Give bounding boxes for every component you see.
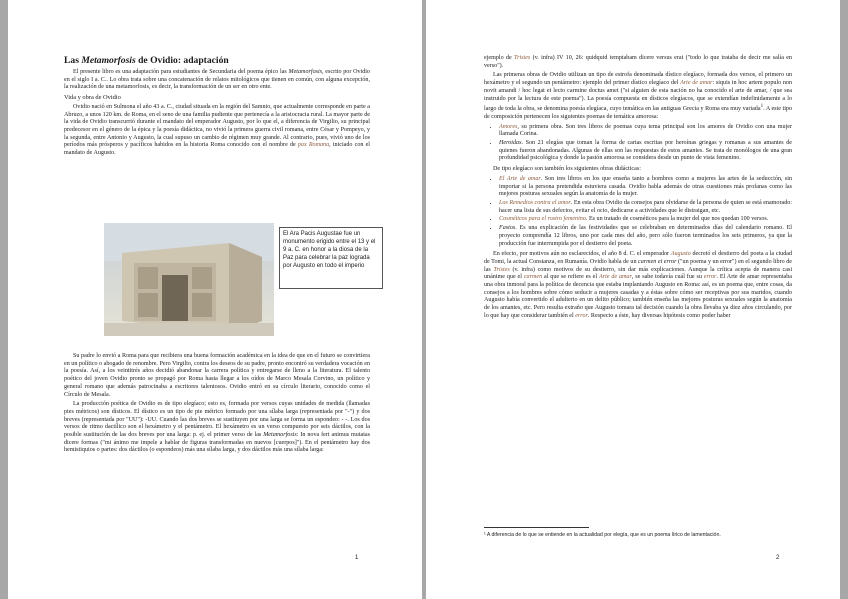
intro-paragraph: El presente libro es una adaptación para estudiantes de Secundaria del poema épico las Metamorfosis, escrito por Ovidio en el siglo I a. C.. Lo obra trata sobre una concatenación de relatos mitológicos que tienen en común, con alguna excepción, la realización de una metamorfosis, es decir, la transformación de un ser en otro ente. — [64, 69, 371, 91]
list-item: • Heroidas. Son 21 elegías que toman la forma de cartas escritas por heroínas griegas y romanas a sus amantes de quienes fueron abandonadas. Algunas de ellas son las respuestas de estos amantes. Se trata de monólogos de una gran profundidad psicológica y donde la pasión amorosa se considera desde un punto de vista femenino. — [499, 140, 792, 163]
elegiac-works-list — [484, 124, 792, 164]
list-item: • Cosméticos para el rostro femenino. Es un tratado de cosméticos para la mujer del que nos quedan 100 versos. — [499, 216, 792, 224]
arte-de-amar-link-2[interactable]: Arte de amar — [598, 274, 632, 281]
document-title: Las Metamorfosis de Ovidio: adaptación — [64, 55, 229, 66]
ara-pacis-photo — [104, 223, 274, 336]
continuation-paragraph: ejemplo de Tristes (v. infra) IV 10, 26: quidquid temptabam dicere versus erat ("todo lo que trataba de decir me salía en verso"). — [484, 55, 792, 69]
didactic-intro: De tipo elegíaco son también los siguientes obras didácticas: — [493, 166, 641, 173]
works-paragraph: Las primeras obras de Ovidio utilizan un tipo de estrofa denominada dístico elegíaco, formada dos versos, el primero un hexámetro y el segundo un pentámetro: ejemplo del primer dístico elegíaco del Arte de amar: siquis in hoc artem populo non novit amandi / hoc legat et lecto carmine doctus amet ("si alguien de esta nación no ha conocido el arte de amar, / que sea instruido por la lectura de este poema"). La poesía compuesta en dísticos elegíacos, que se extendían indefinidamente a lo largo de toda la obra, se denomina poesía elegíaca, cuyo temática en las antiguas Grecia y Roma era muy variada$^1$. A este tipo de composición pertenecen los siguientes poemas de temática amorosa: — [484, 72, 792, 120]
page-2-text — [484, 55, 792, 323]
footnote: ¹ A diferencia de lo que se entiende en la actualidad por elegía, que es un poema lírico de lamentación. — [484, 532, 721, 538]
exile-paragraph: En efecto, por motivos aún no esclarecidos, el año 8 d. C. el emperador Augusto decretó el destierro del poeta a la ciudad de Tomi, la actual Constanza, en Rumanía. Ovidio habla de un carmen et error ("un poema y un error") en el segundo libro de las Tristes (v. infra) como motivos de su destierro, sin dar más explicaciones. Aunque la crítica acepta de manera casi unánime que el carmen al que se refiere es el Arte de amar, se sabe todavía cuál fue su error. El Arte de amar representaba una obra inmoral para la política de decencia que estaba implantando Augusto en Roma: así, es un poema que, entre cosas, da consejos a los hombres sobre cómo seducir a mujeres casadas y a éstas sobre cómo ser receptivas por sus maridos, cuando Augusto había convertido el adulterio en un delito público; también enseña las mejores posturas sexuales según la anatomía de los amantes, etc. Pero resulta extraño que Augusto tomara tal decisión cuando la obra llevaba ya diez años circulando, por lo que hay que considerar también el error. Respecto a éste, hay diversas hipótesis como poder haber — [484, 251, 793, 319]
list-item: • Amores, su primera obra. Son tres libros de poemas cuya tema principal son los amores de Ovidio con una mujer llamada Corina. — [499, 124, 792, 139]
page-1-text-bottom — [64, 353, 370, 457]
augusto-link[interactable]: Augusto — [670, 251, 691, 258]
carmen-link[interactable]: carmen — [523, 274, 543, 281]
section-heading: Vida y obra de Ovidio — [64, 94, 121, 102]
page-number: 1 — [355, 555, 359, 561]
page-number: 2 — [776, 555, 780, 561]
figure-caption: El Ara Pacis Augustae fue un monumento erigido entre el 13 y el 9 a. C. en honor a la diosa de la Paz para celebrar la paz lograda por Augusto en todo el imperio — [279, 227, 383, 289]
error-link[interactable]: error — [703, 274, 717, 281]
tristes-link[interactable]: Tristes — [514, 55, 531, 61]
pax-romana-link[interactable]: pax Romana — [297, 142, 330, 149]
tristes-link-2[interactable]: Tristes — [493, 266, 510, 273]
youth-paragraph: Su padre lo envió a Roma para que recibiera una buena formación académica en la idea de que en el futuro se convirtiera en un político o abogado de renombre. Pero Virgilio, contra los deseos de su padre, pronto encontró su verdadera vocación en la poesía. Así, a los veintitrés años decidió abandonar la carrera política y entregarse de lleno a la literatura. El talento poético del joven Ovidio pronto se propagó por Roma hasta llegar a los oídos de Marco Mesala Corvino, un político y general romano que además patrocinaba a escritores talentosos. Ovidio entró en su círculo literario, conocido como el Círculo de Mesala. — [64, 353, 370, 398]
life-paragraph: Ovidio nació en Sulmona el año 43 a. C., ciudad situada en la región del Samnio, que actualmente corresponde en parte a Abruzo, a unos 120 km. de Roma, en el seno de una familia pudiente que pertenecía a la aristocracia rural. La mayor parte de la vida de Ovidio transcurrió durante el mandato del emperador Augusto, por lo que el, a diferencia de Virgilio, su principal predecesor en el género de la épica y la poesía didáctica, no vivió la primera guerra civil romana, entre César y Pompeyo, y la segunda, entre Antonio y Augusto, la cual supuso un cambio de régimen muy grande. Al contrario, pues, vivió uno de los períodos más prósperos y pacíficos habidos en la historia Roma conocido con el nombre de pax Romana, iniciado con el mandato de Augusto. — [64, 103, 371, 157]
error-link-2[interactable]: error — [575, 312, 588, 319]
page-1 — [8, 0, 422, 599]
page-1-text-top — [64, 55, 370, 160]
footnote-marker: 1 — [760, 103, 764, 110]
list-item: • Fastos. Es una explicación de las festividades que se celebraban en determinados días del calendario romano. El proyecto comprendía 12 libros, uno por cada mes del año, pero sólo fueron terminados los seis primeros, ya que la producción fue interrumpida por el destierro del poeta. — [499, 225, 792, 248]
list-item: • El Arte de amar. Son tres libros en los que enseña tanto a hombres como a mujeres las artes de la seducción, sin importar si la persona pretendida estuviera casada. Ovidio habla además de otras cuestiones más profanas como las mejores posturas sexuales según la anatomía de la mujer. — [499, 176, 792, 199]
production-paragraph: La producción poética de Ovidio es de tipo elegíaco; esto es, formada por versos cuyas unidades de medida (llamadas pies métricos) son dísticos. El dístico es un tipo de pie métrico formado por una sílaba larga (representada por "-") y dos breves (representada por "UU"): -UU. Cuando las dos breves se sustituyen por una larga se forma un espondeo: - -. Los dos versos de ritmo dactílico son el hexámetro y el pentámetro. El hexámetro es un verso compuesto por seis dáctilos, con la posible sustitución de las dos breves por una larga: p. ej. el primer verso de las Metamorfosis: In nova fert animus mutatas dicere formas ("mi ánimo me impele a hablar de figuras transformadas en nuevos [cuerpos]"). En el pentámetro hay dos hemistiquios o partes: dos dáctilos (o espondeos) más una sílaba larga, y dos dáctilos más una sílaba larga: — [64, 401, 370, 454]
footnote-rule — [484, 527, 589, 528]
didactic-works-list — [484, 176, 792, 248]
page-2 — [426, 0, 840, 599]
ara-pacis-figure — [104, 223, 376, 336]
arte-de-amar-link[interactable]: Arte de amar — [680, 80, 713, 87]
list-item: • Los Remedios contra el amor. En esta obra Ovidio da consejos para olvidarse de la persona de quien se está enamorado: hacer una lista de sus defectos, evitar el ocio, dedicarse a actividades que le distraigan, etc. — [499, 200, 792, 215]
